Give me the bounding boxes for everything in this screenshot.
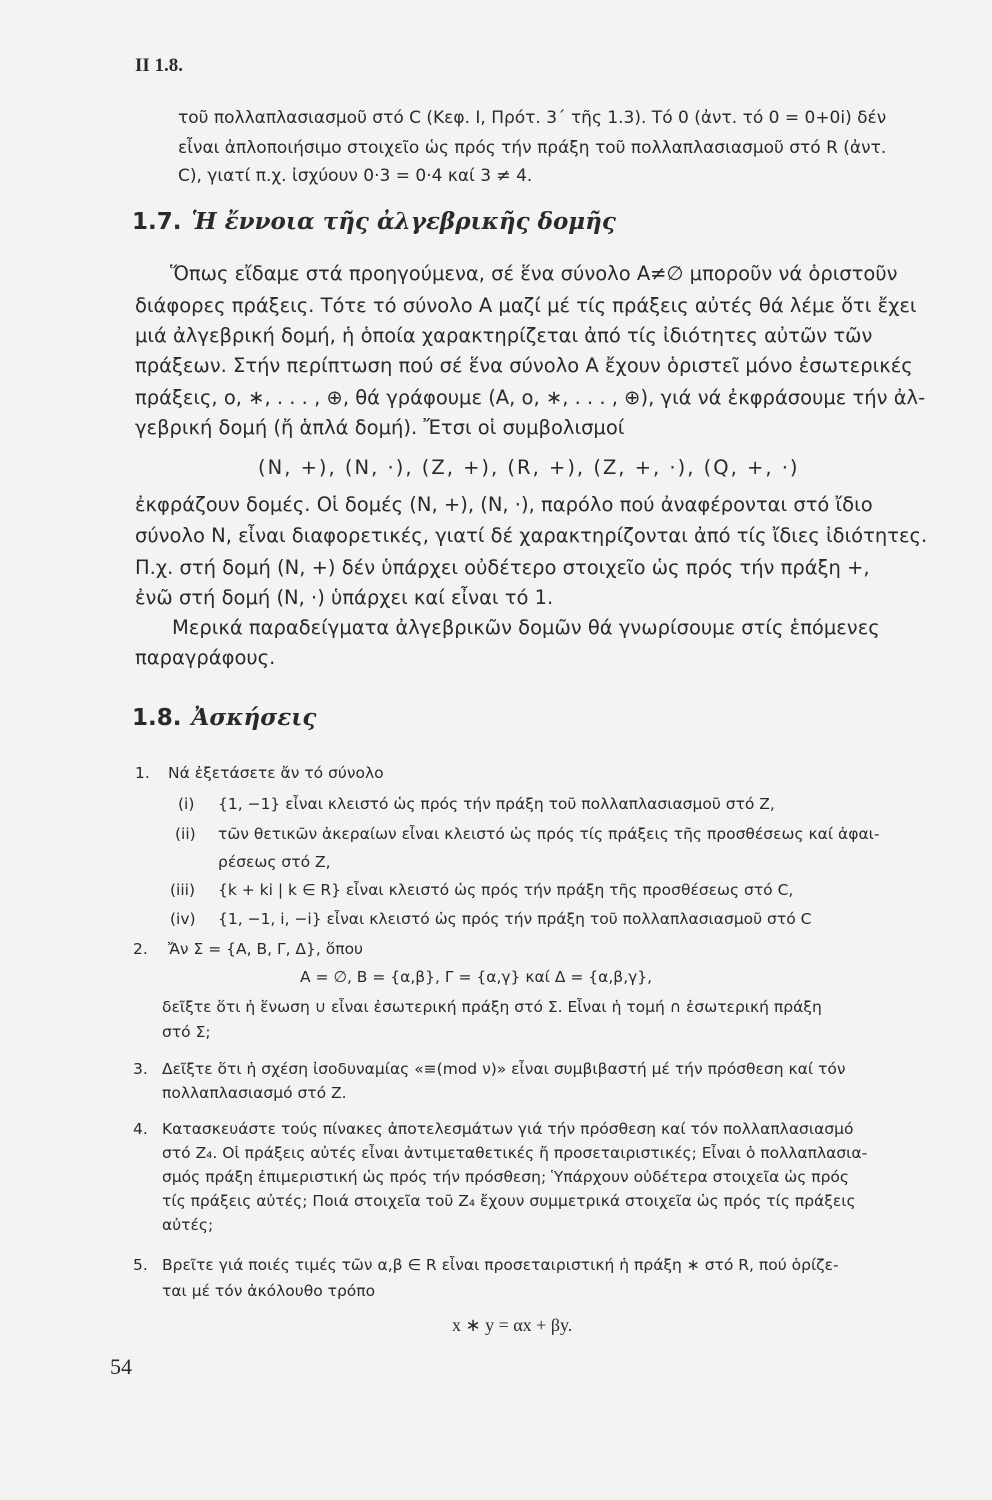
exercise-text: δεῖξτε ὅτι ἡ ἕνωση ∪ εἶναι ἐσωτερική πράξη στό Σ. Εἶναι ἡ τομή ∩ ἐσωτερική πράξη <box>162 998 822 1016</box>
paragraph-line: ἐνῶ στή δομή (N, ·) ὑπάρχει καί εἶναι τό 1. <box>135 586 554 609</box>
section-number: 1.8. <box>132 705 182 731</box>
exercise-text: Δεῖξτε ὅτι ἡ σχέση ἰσοδυναμίας «≡(mod ν)» εἶναι συμβιβαστή μέ τήν πρόσθεση καί τόν <box>162 1060 846 1078</box>
paragraph-line: μιά ἀλγεβρική δομή, ἡ ὁποία χαρακτηρίζεται ἀπό τίς ἰδιότητες αὐτῶν τῶν <box>135 324 873 347</box>
item-label: (i) <box>178 795 195 813</box>
section-number: 1.7. <box>132 209 182 235</box>
exercise-text: αὐτές; <box>162 1216 214 1234</box>
paragraph-line: Μερικά παραδείγματα ἀλγεβρικῶν δομῶν θά γνωρίσουμε στίς ἑπόμενες <box>172 616 880 639</box>
exercise-text: στό Z₄. Οἱ πράξεις αὐτές εἶναι ἀντιμεταθετικές ἤ προσεταιριστικές; Εἶναι ὁ πολλαπλασια- <box>162 1144 868 1162</box>
exercise-text: πολλαπλασιασμό στό Z. <box>162 1084 347 1102</box>
item-label: (ii) <box>175 825 196 843</box>
running-head: II 1.8. <box>135 55 184 76</box>
item-text: {k + ki | k ∈ R} εἶναι κλειστό ὡς πρός τήν πράξη τῆς προσθέσεως στό C, <box>218 881 794 899</box>
item-text: {1, −1, i, −i} εἶναι κλειστό ὡς πρός τήν πράξη τοῦ πολλαπλασιασμοῦ στό C <box>218 910 812 928</box>
paragraph-line: πράξεις, ο, ∗, . . . , ⊕, θά γράφουμε (A, ο, ∗, . . . , ⊕), γιά νά ἐκφράσουμε τήν ἀλ- <box>135 386 926 409</box>
paragraph-line: Π.χ. στή δομή (N, +) δέν ὑπάρχει οὐδέτερο στοιχεῖο ὡς πρός τήν πράξη +, <box>135 556 870 579</box>
page-number: 54 <box>110 1354 132 1379</box>
paragraph-line: Ὅπως εἴδαμε στά προηγούμενα, σέ ἕνα σύνολο A≠∅ μποροῦν νά ὁριστοῦν <box>170 262 898 285</box>
item-label: (iv) <box>170 910 196 928</box>
paragraph-line: παραγράφους. <box>135 646 276 669</box>
exercise-text: ται μέ τόν ἀκόλουθο τρόπο <box>162 1282 376 1300</box>
item-text: {1, −1} εἶναι κλειστό ὡς πρός τήν πράξη τοῦ πολλαπλασιασμοῦ στό Z, <box>218 795 775 813</box>
section-heading-1-8 <box>132 706 316 730</box>
exercise-text: σμός πράξη ἐπιμεριστική ὡς πρός τήν πρόσθεση; Ὑπάρχουν οὐδέτερα στοιχεῖα ὡς πρός <box>162 1168 849 1186</box>
item-label: (iii) <box>170 881 196 899</box>
exercise-formula: A = ∅, B = {α,β}, Γ = {α,γ} καί Δ = {α,β,γ}, <box>300 968 653 986</box>
exercise-number: 3. <box>133 1060 148 1078</box>
exercise-number: 1. <box>135 764 150 782</box>
exercise-text: Νά ἐξετάσετε ἄν τό σύνολο <box>168 764 384 782</box>
exercise-formula: x ∗ y = αx + βy. <box>452 1315 573 1335</box>
exercise-number: 4. <box>133 1120 148 1138</box>
intro-line-1: τοῦ πολλαπλασιασμοῦ στό C (Κεφ. Ι, Πρότ. 3΄ τῆς 1.3). Τό 0 (ἀντ. τό 0 = 0+0i) δέν <box>178 108 887 128</box>
paragraph-line: πράξεων. Στήν περίπτωση πού σέ ἕνα σύνολο A ἔχουν ὁριστεῖ μόνο ἐσωτερικές <box>135 354 913 377</box>
exercise-number: 5. <box>133 1256 148 1274</box>
section-title: Ἀσκήσεις <box>191 704 317 731</box>
section-title: Ἡ ἔννοια τῆς ἀλγεβρικῆς δομῆς <box>191 208 616 235</box>
exercise-text: Κατασκευάστε τούς πίνακες ἀποτελεσμάτων γιά τήν πρόσθεση καί τόν πολλαπλασιασμό <box>162 1120 854 1138</box>
paragraph-line: σύνολο N, εἶναι διαφορετικές, γιατί δέ χαρακτηρίζονται ἀπό τίς ἴδιες ἰδιότητες. <box>135 524 928 547</box>
item-text: ρέσεως στό Z, <box>218 853 331 871</box>
exercise-text: Βρεῖτε γιά ποιές τιμές τῶν α,β ∈ R εἶναι προσεταιριστική ἡ πράξη ∗ στό R, πού ὁρίζε- <box>162 1256 839 1274</box>
exercise-text: τίς πράξεις αὐτές; Ποιά στοιχεῖα τοῦ Z₄ ἔχουν συμμετρικά στοιχεῖα ὡς πρός τίς πράξεις <box>162 1192 856 1210</box>
section-heading-1-7 <box>132 210 616 234</box>
exercise-text: στό Σ; <box>162 1023 211 1041</box>
paragraph-line: γεβρική δομή (ἤ ἁπλά δομή). Ἔτσι οἱ συμβολισμοί <box>135 416 625 439</box>
structures-display: (N, +), (N, ·), (Z, +), (R, +), (Z, +, ·), (Q, +, ·) <box>258 456 800 479</box>
intro-line-2: εἶναι ἀπλοποιήσιμο στοιχεῖο ὡς πρός τήν πράξη τοῦ πολλαπλασιασμοῦ στό R (ἀντ. <box>178 138 887 158</box>
intro-line-3: C), γιατί π.χ. ἰσχύουν 0·3 = 0·4 καί 3 ≠ 4. <box>178 166 533 186</box>
item-text: τῶν θετικῶν ἀκεραίων εἶναι κλειστό ὡς πρός τίς πράξεις τῆς προσθέσεως καί ἀφαι- <box>218 825 880 843</box>
paragraph-line: διάφορες πράξεις. Τότε τό σύνολο A μαζί μέ τίς πράξεις αὐτές θά λέμε ὅτι ἔχει <box>135 294 917 317</box>
paragraph-line: ἐκφράζουν δομές. Οἱ δομές (N, +), (N, ·), παρόλο πού ἀναφέρονται στό ἴδιο <box>135 493 873 516</box>
exercise-number: 2. <box>133 940 148 958</box>
exercise-text: Ἄν Σ = {A, B, Γ, Δ}, ὅπου <box>168 940 364 958</box>
